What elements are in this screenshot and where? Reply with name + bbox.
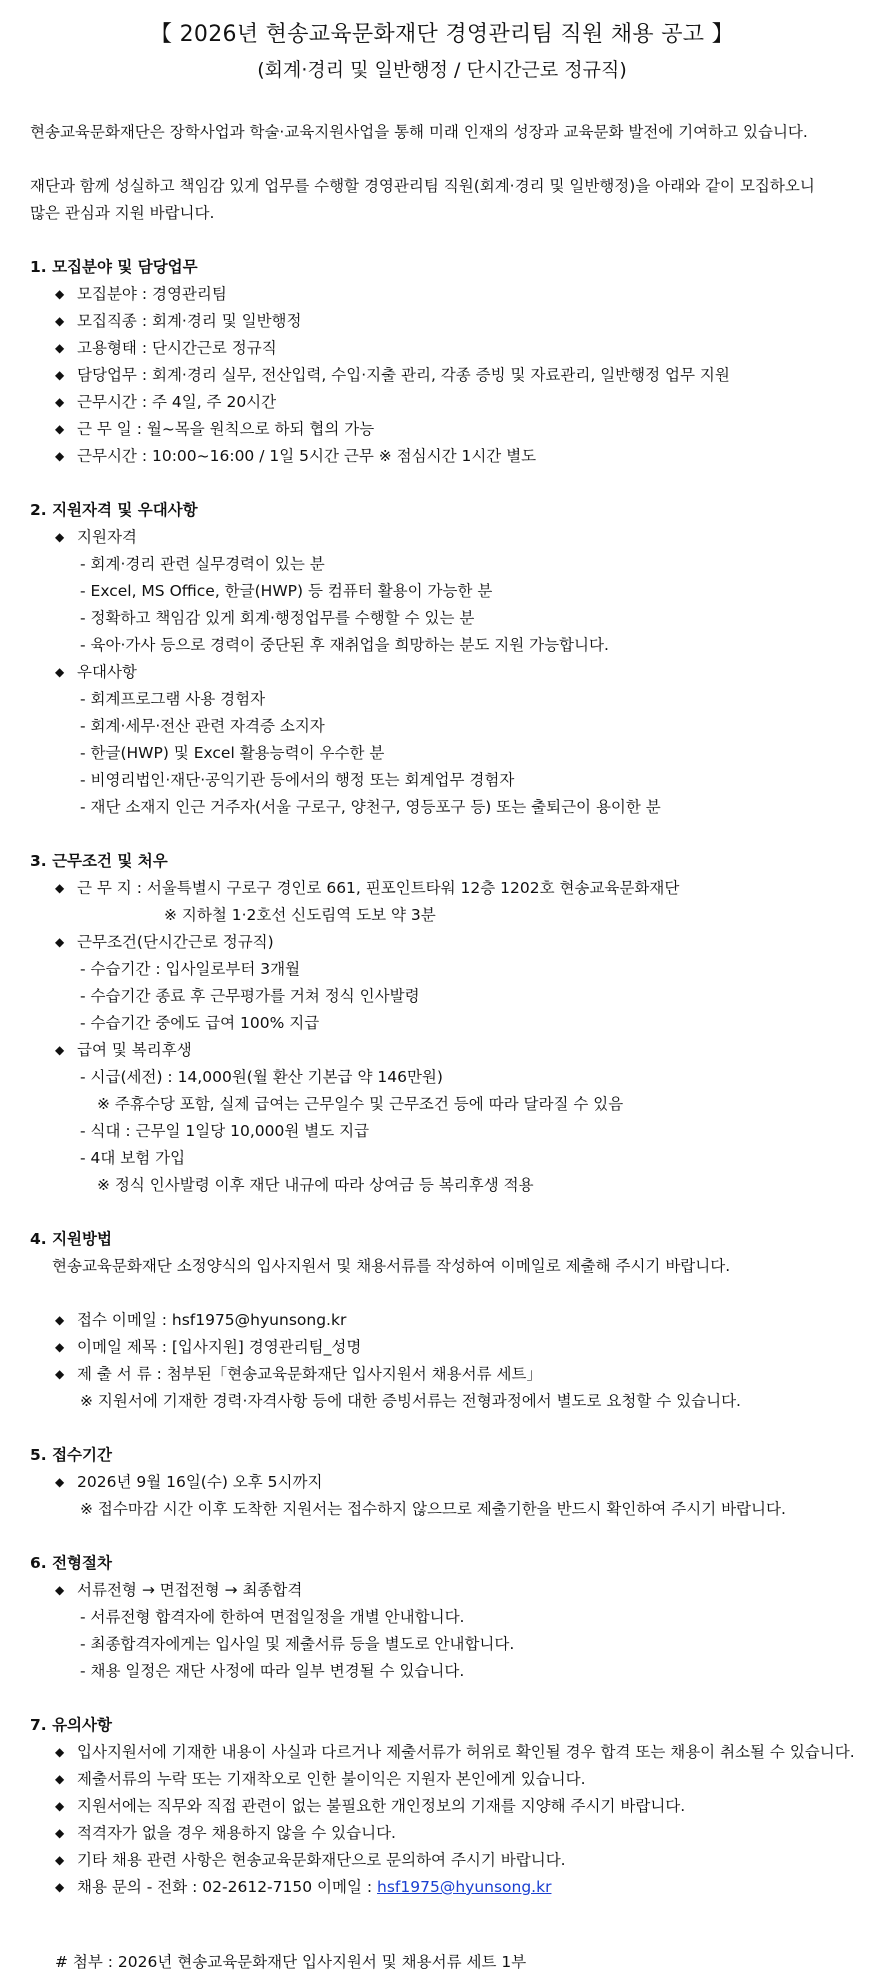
s3-cond-item: - 수습기간 : 입사일로부터 3개월: [80, 960, 301, 978]
bullet-diamond-icon: ◆: [55, 1853, 65, 1867]
s3-pay-item: - 시급(세전) : 14,000원(월 환산 기본급 약 146만원): [80, 1068, 443, 1086]
bullet-diamond-icon: ◆: [55, 314, 65, 328]
s3-pay-note: ※ 정식 인사발령 이후 재단 내규에 따라 상여금 등 복리후생 적용: [97, 1176, 534, 1194]
bullet-diamond-icon: ◆: [55, 1340, 65, 1354]
s1-item: ◆ 근 무 일 : 월~목을 원칙으로 하되 협의 가능: [55, 420, 375, 438]
document-title: 【 2026년 현송교육문화재단 경영관리팀 직원 채용 공고 】: [150, 22, 734, 47]
s6-sub-item: - 서류전형 합격자에 한하여 면접일정을 개별 안내합니다.: [80, 1608, 465, 1626]
s4-description: 현송교육문화재단 소정양식의 입사지원서 및 채용서류를 작성하여 이메일로 제출해 주시기 바랍니다.: [52, 1257, 731, 1275]
section-7-heading: 7. 유의사항: [30, 1716, 112, 1734]
s3-pay-item: - 식대 : 근무일 1일당 10,000원 별도 지급: [80, 1122, 370, 1140]
bullet-diamond-icon: ◆: [55, 1043, 65, 1057]
s3-pay-note: ※ 주휴수당 포함, 실제 급여는 근무일수 및 근무조건 등에 따라 달라질 수 있음: [97, 1095, 624, 1113]
s2-qual-label: ◆ 지원자격: [55, 528, 137, 546]
section-5-heading: 5. 접수기간: [30, 1446, 112, 1464]
s2-qual-item: - 육아·가사 등으로 경력이 중단된 후 재취업을 희망하는 분도 지원 가능합니다.: [80, 636, 609, 654]
section-3-heading: 3. 근무조건 및 처우: [30, 852, 168, 870]
s2-pref-item: - 회계프로그램 사용 경험자: [80, 690, 266, 708]
bullet-diamond-icon: ◆: [55, 422, 65, 436]
bullet-diamond-icon: ◆: [55, 341, 65, 355]
s3-cond-label: ◆ 근무조건(단시간근로 정규직): [55, 933, 274, 951]
s3-location: ◆ 근 무 지 : 서울특별시 구로구 경인로 661, 핀포인트타워 12층 1202호 현송교육문화재단: [55, 879, 680, 897]
bullet-diamond-icon: ◆: [55, 1367, 65, 1381]
bullet-diamond-icon: ◆: [55, 1772, 65, 1786]
bullet-diamond-icon: ◆: [55, 1745, 65, 1759]
s4-item: ◆ 제 출 서 류 : 첨부된「현송교육문화재단 입사지원서 채용서류 세트」: [55, 1365, 542, 1383]
bullet-diamond-icon: ◆: [55, 1826, 65, 1840]
s7-item: ◆ 적격자가 없을 경우 채용하지 않을 수 있습니다.: [55, 1824, 396, 1842]
section-6-heading: 6. 전형절차: [30, 1554, 112, 1572]
s1-item: ◆ 근무시간 : 10:00~16:00 / 1일 5시간 근무 ※ 점심시간 1시간 별도: [55, 447, 537, 465]
intro-line-3: 많은 관심과 지원 바랍니다.: [30, 204, 215, 222]
bullet-diamond-icon: ◆: [55, 1313, 65, 1327]
s2-pref-item: - 회계·세무·전산 관련 자격증 소지자: [80, 717, 325, 735]
bullet-diamond-icon: ◆: [55, 395, 65, 409]
bullet-diamond-icon: ◆: [55, 935, 65, 949]
s1-item: ◆ 모집직종 : 회계·경리 및 일반행정: [55, 312, 302, 330]
s7-item: ◆ 지원서에는 직무와 직접 관련이 없는 불필요한 개인정보의 기재를 지양해 주시기 바랍니다.: [55, 1797, 686, 1815]
s3-cond-item: - 수습기간 중에도 급여 100% 지급: [80, 1014, 320, 1032]
s7-contact: ◆ 채용 문의 - 전화 : 02-2612-7150 이메일 : hsf1975@hyunsong.kr: [55, 1878, 552, 1896]
document-subtitle: (회계·경리 및 일반행정 / 단시간근로 정규직): [257, 59, 627, 81]
bullet-diamond-icon: ◆: [55, 665, 65, 679]
s6-sub-item: - 최종합격자에게는 입사일 및 제출서류 등을 별도로 안내합니다.: [80, 1635, 515, 1653]
s2-pref-label: ◆ 우대사항: [55, 663, 137, 681]
bullet-diamond-icon: ◆: [55, 368, 65, 382]
s7-item: ◆ 제출서류의 누락 또는 기재착오로 인한 불이익은 지원자 본인에게 있습니다.: [55, 1770, 586, 1788]
bullet-diamond-icon: ◆: [55, 1583, 65, 1597]
s2-pref-item: - 재단 소재지 인근 거주자(서울 구로구, 양천구, 영등포구 등) 또는 출퇴근이 용이한 분: [80, 798, 661, 816]
s6-item: ◆ 서류전형 → 면접전형 → 최종합격: [55, 1581, 303, 1599]
bullet-diamond-icon: ◆: [55, 1880, 65, 1894]
s1-item: ◆ 고용형태 : 단시간근로 정규직: [55, 339, 277, 357]
bullet-diamond-icon: ◆: [55, 1475, 65, 1489]
s4-item: ◆ 접수 이메일 : hsf1975@hyunsong.kr: [55, 1311, 347, 1329]
s7-item: ◆ 기타 채용 관련 사항은 현송교육문화재단으로 문의하여 주시기 바랍니다.: [55, 1851, 566, 1869]
bullet-diamond-icon: ◆: [55, 1799, 65, 1813]
attachment-note: # 첨부 : 2026년 현송교육문화재단 입사지원서 및 채용서류 세트 1부: [55, 1953, 527, 1971]
section-2-heading: 2. 지원자격 및 우대사항: [30, 501, 198, 519]
s5-item: ◆ 2026년 9월 16일(수) 오후 5시까지: [55, 1473, 323, 1491]
s6-sub-item: - 채용 일정은 재단 사정에 따라 일부 변경될 수 있습니다.: [80, 1662, 465, 1680]
s1-item: ◆ 근무시간 : 주 4일, 주 20시간: [55, 393, 277, 411]
s7-item: ◆ 입사지원서에 기재한 내용이 사실과 다르거나 제출서류가 허위로 확인될 경우 합격 또는 채용이 취소될 수 있습니다.: [55, 1743, 855, 1761]
s2-pref-item: - 한글(HWP) 및 Excel 활용능력이 우수한 분: [80, 744, 385, 762]
s3-pay-label: ◆ 급여 및 복리후생: [55, 1041, 192, 1059]
s4-item: ◆ 이메일 제목 : [입사지원] 경영관리팀_성명: [55, 1338, 362, 1356]
s2-qual-item: - 회계·경리 관련 실무경력이 있는 분: [80, 555, 325, 573]
section-1-heading: 1. 모집분야 및 담당업무: [30, 258, 198, 276]
bullet-diamond-icon: ◆: [55, 449, 65, 463]
contact-email-link[interactable]: hsf1975@hyunsong.kr: [377, 1878, 552, 1896]
s4-note: ※ 지원서에 기재한 경력·자격사항 등에 대한 증빙서류는 전형과정에서 별도로 요청할 수 있습니다.: [80, 1392, 741, 1410]
s1-item: ◆ 담당업무 : 회계·경리 실무, 전산입력, 수입·지출 관리, 각종 증빙 및 자료관리, 일반행정 업무 지원: [55, 366, 730, 384]
s1-item: ◆ 모집분야 : 경영관리팀: [55, 285, 227, 303]
s5-note: ※ 접수마감 시간 이후 도착한 지원서는 접수하지 않으므로 제출기한을 반드시 확인하여 주시기 바랍니다.: [80, 1500, 786, 1518]
bullet-diamond-icon: ◆: [55, 881, 65, 895]
intro-line-1: 현송교육문화재단은 장학사업과 학술·교육지원사업을 통해 미래 인재의 성장과 교육문화 발전에 기여하고 있습니다.: [30, 123, 808, 141]
bullet-diamond-icon: ◆: [55, 287, 65, 301]
s2-qual-item: - Excel, MS Office, 한글(HWP) 등 컴퓨터 활용이 가능한 분: [80, 582, 493, 600]
s3-location-note: ※ 지하철 1·2호선 신도림역 도보 약 3분: [164, 906, 436, 924]
intro-line-2: 재단과 함께 성실하고 책임감 있게 업무를 수행할 경영관리팀 직원(회계·경리 및 일반행정)을 아래와 같이 모집하오니: [30, 177, 815, 195]
s2-qual-item: - 정확하고 책임감 있게 회계·행정업무를 수행할 수 있는 분: [80, 609, 475, 627]
s3-pay-item: - 4대 보험 가입: [80, 1149, 186, 1167]
section-4-heading: 4. 지원방법: [30, 1230, 112, 1248]
bullet-diamond-icon: ◆: [55, 530, 65, 544]
s2-pref-item: - 비영리법인·재단·공익기관 등에서의 행정 또는 회계업무 경험자: [80, 771, 515, 789]
s3-cond-item: - 수습기간 종료 후 근무평가를 거쳐 정식 인사발령: [80, 987, 420, 1005]
